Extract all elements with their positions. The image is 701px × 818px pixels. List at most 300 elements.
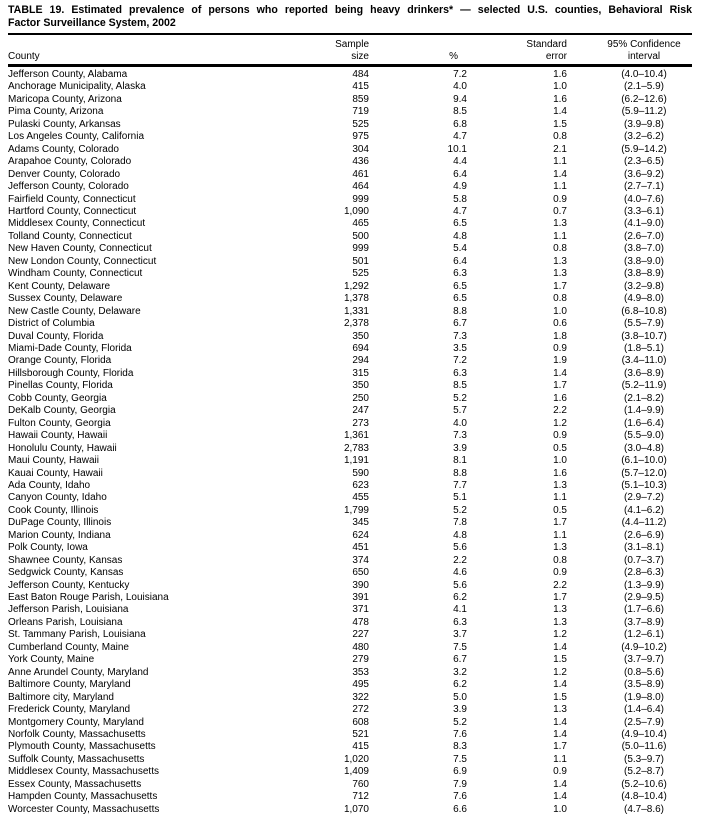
confidence-interval-cell: (3.6–9.2) xyxy=(623,168,665,180)
county-cell: Adams County, Colorado xyxy=(8,143,119,155)
percent-cell: 3.7 xyxy=(453,629,467,641)
table-row xyxy=(8,94,692,106)
confidence-interval-cell: (3.3–6.1) xyxy=(623,205,665,217)
confidence-interval-cell: (0.7–3.7) xyxy=(623,554,665,566)
county-cell: Pinellas County, Florida xyxy=(8,380,113,392)
sample-size-cell: 760 xyxy=(352,778,369,790)
sample-size-cell: 1,070 xyxy=(343,803,369,815)
county-cell: Jefferson County, Colorado xyxy=(8,181,129,193)
confidence-interval-cell: (5.0–11.6) xyxy=(621,741,667,753)
percent-cell: 5.2 xyxy=(453,392,467,404)
sample-size-cell: 374 xyxy=(352,554,369,566)
standard-error-cell: 2.2 xyxy=(553,579,567,591)
confidence-interval-cell: (5.9–14.2) xyxy=(621,143,667,155)
standard-error-cell: 1.5 xyxy=(553,654,567,666)
percent-cell: 5.0 xyxy=(453,691,467,703)
table-row xyxy=(8,791,692,803)
county-cell: New Castle County, Delaware xyxy=(8,305,141,317)
confidence-interval-cell: (4.9–10.4) xyxy=(621,729,667,741)
county-cell: Middlesex County, Connecticut xyxy=(8,218,146,230)
table-row xyxy=(8,156,692,168)
county-cell: Arapahoe County, Colorado xyxy=(8,156,132,168)
standard-error-cell: 1.3 xyxy=(553,255,567,267)
confidence-interval-cell: (4.4–11.2) xyxy=(621,517,667,529)
county-cell: Fulton County, Georgia xyxy=(8,417,111,429)
county-cell: Denver County, Colorado xyxy=(8,168,121,180)
standard-error-cell: 1.4 xyxy=(553,168,567,180)
percent-cell: 4.6 xyxy=(453,567,467,579)
sample-size-cell: 999 xyxy=(352,243,369,255)
confidence-interval-cell: (3.6–8.9) xyxy=(623,367,665,379)
col-header-ci-top: 95% Confidence xyxy=(607,39,681,50)
confidence-interval-cell: (3.2–6.2) xyxy=(623,131,665,143)
confidence-interval-cell: (4.9–8.0) xyxy=(623,293,665,305)
county-cell: Hampden County, Massachusetts xyxy=(8,791,158,803)
confidence-interval-cell: (6.2–12.6) xyxy=(621,93,667,105)
confidence-interval-cell: (1.7–6.6) xyxy=(623,604,665,616)
table-row xyxy=(8,629,692,641)
sample-size-cell: 1,378 xyxy=(343,293,369,305)
table-row xyxy=(8,218,692,230)
county-cell: Baltimore city, Maryland xyxy=(8,691,114,703)
table-row xyxy=(8,231,692,243)
confidence-interval-cell: (2.6–7.0) xyxy=(623,230,665,242)
standard-error-cell: 1.3 xyxy=(553,268,567,280)
sample-size-cell: 273 xyxy=(352,417,369,429)
confidence-interval-cell: (2.1–5.9) xyxy=(623,81,665,93)
table-row xyxy=(8,530,692,542)
table-row xyxy=(8,430,692,442)
percent-cell: 4.4 xyxy=(453,156,467,168)
county-cell: Los Angeles County, California xyxy=(8,131,145,143)
table-row xyxy=(8,281,692,293)
confidence-interval-cell: (4.7–8.6) xyxy=(623,803,665,815)
county-cell: Windham County, Connecticut xyxy=(8,268,143,280)
percent-cell: 6.5 xyxy=(453,218,467,230)
percent-cell: 6.4 xyxy=(453,168,467,180)
table-row xyxy=(8,704,692,716)
table-row xyxy=(8,268,692,280)
table-row xyxy=(8,106,692,118)
standard-error-cell: 2.2 xyxy=(553,405,567,417)
sample-size-cell: 415 xyxy=(352,741,369,753)
percent-cell: 6.4 xyxy=(453,255,467,267)
percent-cell: 7.9 xyxy=(453,778,467,790)
sample-size-cell: 1,292 xyxy=(343,280,369,292)
standard-error-cell: 0.7 xyxy=(553,205,567,217)
sample-size-cell: 345 xyxy=(352,517,369,529)
table-row xyxy=(8,343,692,355)
table-row xyxy=(8,492,692,504)
table-row xyxy=(8,580,692,592)
sample-size-cell: 390 xyxy=(352,579,369,591)
percent-cell: 5.8 xyxy=(453,193,467,205)
standard-error-cell: 1.5 xyxy=(553,691,567,703)
confidence-interval-cell: (2.9–7.2) xyxy=(623,492,665,504)
table-row xyxy=(8,517,692,529)
sample-size-cell: 315 xyxy=(352,367,369,379)
confidence-interval-cell: (4.8–10.4) xyxy=(621,791,667,803)
col-header-sample-bottom: size xyxy=(351,50,369,62)
standard-error-cell: 2.1 xyxy=(553,143,567,155)
county-cell: Duval County, Florida xyxy=(8,330,104,342)
table-row xyxy=(8,480,692,492)
standard-error-cell: 1.2 xyxy=(553,417,567,429)
standard-error-cell: 1.0 xyxy=(553,305,567,317)
sample-size-cell: 1,799 xyxy=(343,504,369,516)
standard-error-cell: 1.7 xyxy=(553,380,567,392)
confidence-interval-cell: (2.3–6.5) xyxy=(623,156,665,168)
sample-size-cell: 650 xyxy=(352,567,369,579)
county-cell: Plymouth County, Massachusetts xyxy=(8,741,156,753)
sample-size-cell: 279 xyxy=(352,654,369,666)
table-row xyxy=(8,418,692,430)
confidence-interval-cell: (3.7–9.7) xyxy=(623,654,665,666)
county-cell: Cumberland County, Maine xyxy=(8,641,129,653)
confidence-interval-cell: (5.5–7.9) xyxy=(623,318,665,330)
table-row xyxy=(8,741,692,753)
sample-size-cell: 353 xyxy=(352,666,369,678)
table-row xyxy=(8,144,692,156)
table-row xyxy=(8,443,692,455)
percent-cell: 4.8 xyxy=(453,230,467,242)
standard-error-cell: 1.4 xyxy=(553,679,567,691)
percent-cell: 8.8 xyxy=(453,467,467,479)
confidence-interval-cell: (2.8–6.3) xyxy=(623,567,665,579)
standard-error-cell: 0.9 xyxy=(553,430,567,442)
percent-cell: 8.3 xyxy=(453,741,467,753)
percent-cell: 7.2 xyxy=(453,69,467,80)
county-cell: Worcester County, Massachusetts xyxy=(8,803,160,815)
county-cell: Shawnee County, Kansas xyxy=(8,554,123,566)
sample-size-cell: 350 xyxy=(352,330,369,342)
percent-cell: 5.6 xyxy=(453,579,467,591)
county-cell: Jefferson County, Alabama xyxy=(8,69,128,80)
table-row xyxy=(8,468,692,480)
standard-error-cell: 1.3 xyxy=(553,542,567,554)
sample-size-cell: 623 xyxy=(352,479,369,491)
sample-size-cell: 247 xyxy=(352,405,369,417)
county-cell: East Baton Rouge Parish, Louisiana xyxy=(8,592,169,604)
county-cell: New London County, Connecticut xyxy=(8,255,157,267)
confidence-interval-cell: (3.2–9.8) xyxy=(623,280,665,292)
table-row xyxy=(8,405,692,417)
standard-error-cell: 1.4 xyxy=(553,729,567,741)
confidence-interval-cell: (5.2–10.6) xyxy=(621,778,667,790)
percent-cell: 10.1 xyxy=(447,143,467,155)
county-cell: Hartford County, Connecticut xyxy=(8,205,137,217)
standard-error-cell: 1.2 xyxy=(553,666,567,678)
standard-error-cell: 1.1 xyxy=(553,529,567,541)
percent-cell: 7.5 xyxy=(453,641,467,653)
table-row xyxy=(8,393,692,405)
county-cell: Jefferson Parish, Louisiana xyxy=(8,604,129,616)
table-row xyxy=(8,455,692,467)
confidence-interval-cell: (1.8–5.1) xyxy=(623,342,665,354)
table-row xyxy=(8,181,692,193)
col-header-sample-top: Sample xyxy=(335,39,369,50)
col-header-sample-size xyxy=(310,35,372,66)
confidence-interval-cell: (1.4–9.9) xyxy=(623,405,665,417)
county-cell: DeKalb County, Georgia xyxy=(8,405,116,417)
table-row xyxy=(8,331,692,343)
standard-error-cell: 1.3 xyxy=(553,604,567,616)
sample-size-cell: 2,378 xyxy=(343,318,369,330)
standard-error-cell: 0.8 xyxy=(553,293,567,305)
percent-cell: 6.6 xyxy=(453,803,467,815)
county-cell: Frederick County, Maryland xyxy=(8,704,131,716)
standard-error-cell: 0.9 xyxy=(553,567,567,579)
table-row xyxy=(8,293,692,305)
standard-error-cell: 1.1 xyxy=(553,492,567,504)
confidence-interval-cell: (2.5–7.9) xyxy=(623,716,665,728)
sample-size-cell: 859 xyxy=(352,93,369,105)
table-row xyxy=(8,306,692,318)
standard-error-cell: 1.0 xyxy=(553,81,567,93)
table-title-line1: TABLE 19. Estimated prevalence of persons who reported being heavy drinkers* — selected U.S. counties, Behavioral Risk xyxy=(8,4,692,16)
confidence-interval-cell: (2.7–7.1) xyxy=(623,181,665,193)
percent-cell: 6.5 xyxy=(453,293,467,305)
percent-cell: 4.1 xyxy=(453,604,467,616)
percent-cell: 5.2 xyxy=(453,716,467,728)
standard-error-cell: 1.3 xyxy=(553,479,567,491)
confidence-interval-cell: (5.1–10.3) xyxy=(621,479,667,491)
percent-cell: 6.8 xyxy=(453,118,467,130)
confidence-interval-cell: (5.9–11.2) xyxy=(621,106,667,118)
percent-cell: 7.6 xyxy=(453,729,467,741)
percent-cell: 7.3 xyxy=(453,330,467,342)
sample-size-cell: 500 xyxy=(352,230,369,242)
county-cell: Canyon County, Idaho xyxy=(8,492,107,504)
confidence-interval-cell: (2.6–6.9) xyxy=(623,529,665,541)
sample-size-cell: 1,090 xyxy=(343,205,369,217)
percent-cell: 6.2 xyxy=(453,679,467,691)
standard-error-cell: 1.4 xyxy=(553,716,567,728)
standard-error-cell: 0.9 xyxy=(553,766,567,778)
table-row xyxy=(8,804,692,816)
county-cell: Suffolk County, Massachusetts xyxy=(8,753,145,765)
percent-cell: 5.7 xyxy=(453,405,467,417)
percent-cell: 5.4 xyxy=(453,243,467,255)
county-cell: Pima County, Arizona xyxy=(8,106,104,118)
table-header xyxy=(8,35,692,66)
percent-cell: 4.9 xyxy=(453,181,467,193)
county-cell: Maui County, Hawaii xyxy=(8,455,99,467)
table-body xyxy=(8,66,692,817)
percent-cell: 7.8 xyxy=(453,517,467,529)
percent-cell: 6.7 xyxy=(453,318,467,330)
table-row xyxy=(8,119,692,131)
percent-cell: 7.6 xyxy=(453,791,467,803)
standard-error-cell: 1.7 xyxy=(553,280,567,292)
table-row xyxy=(8,81,692,93)
sample-size-cell: 694 xyxy=(352,342,369,354)
confidence-interval-cell: (3.8–10.7) xyxy=(621,330,667,342)
confidence-interval-cell: (5.2–11.9) xyxy=(621,380,667,392)
sample-size-cell: 478 xyxy=(352,616,369,628)
confidence-interval-cell: (3.0–4.8) xyxy=(623,442,665,454)
sample-size-cell: 371 xyxy=(352,604,369,616)
percent-cell: 4.8 xyxy=(453,529,467,541)
county-cell: Anne Arundel County, Maryland xyxy=(8,666,149,678)
county-cell: Hillsborough County, Florida xyxy=(8,367,134,379)
standard-error-cell: 1.6 xyxy=(553,93,567,105)
standard-error-cell: 1.6 xyxy=(553,467,567,479)
percent-cell: 2.2 xyxy=(453,554,467,566)
col-header-percent xyxy=(372,35,470,66)
confidence-interval-cell: (1.2–6.1) xyxy=(623,629,665,641)
confidence-interval-cell: (3.9–9.8) xyxy=(623,118,665,130)
percent-cell: 8.8 xyxy=(453,305,467,317)
confidence-interval-cell: (1.3–9.9) xyxy=(623,579,665,591)
standard-error-cell: 1.4 xyxy=(553,778,567,790)
percent-cell: 5.1 xyxy=(453,492,467,504)
confidence-interval-cell: (6.1–10.0) xyxy=(621,455,667,467)
table-row xyxy=(8,355,692,367)
col-header-county xyxy=(8,35,310,66)
standard-error-cell: 0.6 xyxy=(553,318,567,330)
table-row xyxy=(8,754,692,766)
standard-error-cell: 0.5 xyxy=(553,504,567,516)
col-header-stderr-top: Standard xyxy=(526,39,567,50)
confidence-interval-cell: (4.1–6.2) xyxy=(623,504,665,516)
confidence-interval-cell: (3.5–8.9) xyxy=(623,679,665,691)
county-cell: Anchorage Municipality, Alaska xyxy=(8,81,146,93)
table-title xyxy=(8,4,692,35)
standard-error-cell: 1.4 xyxy=(553,791,567,803)
confidence-interval-cell: (2.1–8.2) xyxy=(623,392,665,404)
sample-size-cell: 608 xyxy=(352,716,369,728)
percent-cell: 6.9 xyxy=(453,766,467,778)
table-row xyxy=(8,779,692,791)
sample-size-cell: 322 xyxy=(352,691,369,703)
county-cell: Cobb County, Georgia xyxy=(8,392,107,404)
sample-size-cell: 501 xyxy=(352,255,369,267)
sample-size-cell: 227 xyxy=(352,629,369,641)
table-row xyxy=(8,717,692,729)
standard-error-cell: 1.3 xyxy=(553,704,567,716)
confidence-interval-cell: (3.1–8.1) xyxy=(623,542,665,554)
sample-size-cell: 465 xyxy=(352,218,369,230)
standard-error-cell: 1.9 xyxy=(553,355,567,367)
confidence-interval-cell: (4.0–7.6) xyxy=(623,193,665,205)
standard-error-cell: 0.9 xyxy=(553,342,567,354)
standard-error-cell: 0.8 xyxy=(553,131,567,143)
sample-size-cell: 480 xyxy=(352,641,369,653)
sample-size-cell: 391 xyxy=(352,592,369,604)
county-cell: Miami-Dade County, Florida xyxy=(8,342,132,354)
sample-size-cell: 2,783 xyxy=(343,442,369,454)
table-title-line2: Factor Surveillance System, 2002 xyxy=(8,17,176,29)
confidence-interval-cell: (5.5–9.0) xyxy=(623,430,665,442)
county-cell: Pulaski County, Arkansas xyxy=(8,118,121,130)
confidence-interval-cell: (6.8–10.8) xyxy=(621,305,667,317)
percent-cell: 8.1 xyxy=(453,455,467,467)
confidence-interval-cell: (1.9–8.0) xyxy=(623,691,665,703)
county-cell: District of Columbia xyxy=(8,318,95,330)
standard-error-cell: 0.5 xyxy=(553,442,567,454)
table-row xyxy=(8,256,692,268)
sample-size-cell: 272 xyxy=(352,704,369,716)
standard-error-cell: 1.6 xyxy=(553,392,567,404)
col-header-county-label: County xyxy=(8,50,40,62)
sample-size-cell: 590 xyxy=(352,467,369,479)
percent-cell: 8.5 xyxy=(453,380,467,392)
standard-error-cell: 1.7 xyxy=(553,592,567,604)
county-cell: Marion County, Indiana xyxy=(8,529,111,541)
table-row xyxy=(8,692,692,704)
confidence-interval-cell: (3.4–11.0) xyxy=(621,355,667,367)
table-row xyxy=(8,243,692,255)
table-row xyxy=(8,592,692,604)
table-row xyxy=(8,131,692,143)
percent-cell: 6.2 xyxy=(453,592,467,604)
standard-error-cell: 1.4 xyxy=(553,641,567,653)
sample-size-cell: 436 xyxy=(352,156,369,168)
county-cell: Baltimore County, Maryland xyxy=(8,679,131,691)
table-row xyxy=(8,169,692,181)
col-header-percent-label: % xyxy=(449,50,458,62)
confidence-interval-cell: (3.8–8.9) xyxy=(623,268,665,280)
sample-size-cell: 350 xyxy=(352,380,369,392)
percent-cell: 4.7 xyxy=(453,205,467,217)
table-row xyxy=(8,505,692,517)
confidence-interval-cell: (5.7–12.0) xyxy=(621,467,667,479)
col-header-ci-bottom: interval xyxy=(627,50,661,62)
table-row xyxy=(8,206,692,218)
standard-error-cell: 0.9 xyxy=(553,193,567,205)
col-header-standard-error xyxy=(470,35,570,66)
confidence-interval-cell: (4.1–9.0) xyxy=(623,218,665,230)
percent-cell: 3.9 xyxy=(453,704,467,716)
confidence-interval-cell: (1.6–6.4) xyxy=(623,417,665,429)
table-row xyxy=(8,380,692,392)
standard-error-cell: 1.4 xyxy=(553,367,567,379)
table-row xyxy=(8,194,692,206)
percent-cell: 6.3 xyxy=(453,616,467,628)
percent-cell: 8.5 xyxy=(453,106,467,118)
sample-size-cell: 464 xyxy=(352,181,369,193)
standard-error-cell: 1.1 xyxy=(553,181,567,193)
sample-size-cell: 461 xyxy=(352,168,369,180)
county-cell: DuPage County, Illinois xyxy=(8,517,112,529)
sample-size-cell: 1,191 xyxy=(343,455,369,467)
col-header-stderr-bottom: error xyxy=(545,50,567,62)
county-cell: Sedgwick County, Kansas xyxy=(8,567,124,579)
confidence-interval-cell: (3.7–8.9) xyxy=(623,616,665,628)
table-row xyxy=(8,642,692,654)
standard-error-cell: 1.8 xyxy=(553,330,567,342)
table-row xyxy=(8,729,692,741)
standard-error-cell: 1.1 xyxy=(553,230,567,242)
county-cell: St. Tammany Parish, Louisiana xyxy=(8,629,146,641)
table-row xyxy=(8,555,692,567)
county-cell: Orleans Parish, Louisiana xyxy=(8,616,123,628)
confidence-interval-cell: (5.2–8.7) xyxy=(623,766,665,778)
percent-cell: 3.9 xyxy=(453,442,467,454)
sample-size-cell: 451 xyxy=(352,542,369,554)
percent-cell: 6.3 xyxy=(453,268,467,280)
standard-error-cell: 1.2 xyxy=(553,629,567,641)
standard-error-cell: 1.4 xyxy=(553,106,567,118)
table-row xyxy=(8,604,692,616)
percent-cell: 7.7 xyxy=(453,479,467,491)
sample-size-cell: 415 xyxy=(352,81,369,93)
sample-size-cell: 1,409 xyxy=(343,766,369,778)
county-cell: New Haven County, Connecticut xyxy=(8,243,152,255)
standard-error-cell: 1.7 xyxy=(553,517,567,529)
county-cell: Kauai County, Hawaii xyxy=(8,467,103,479)
